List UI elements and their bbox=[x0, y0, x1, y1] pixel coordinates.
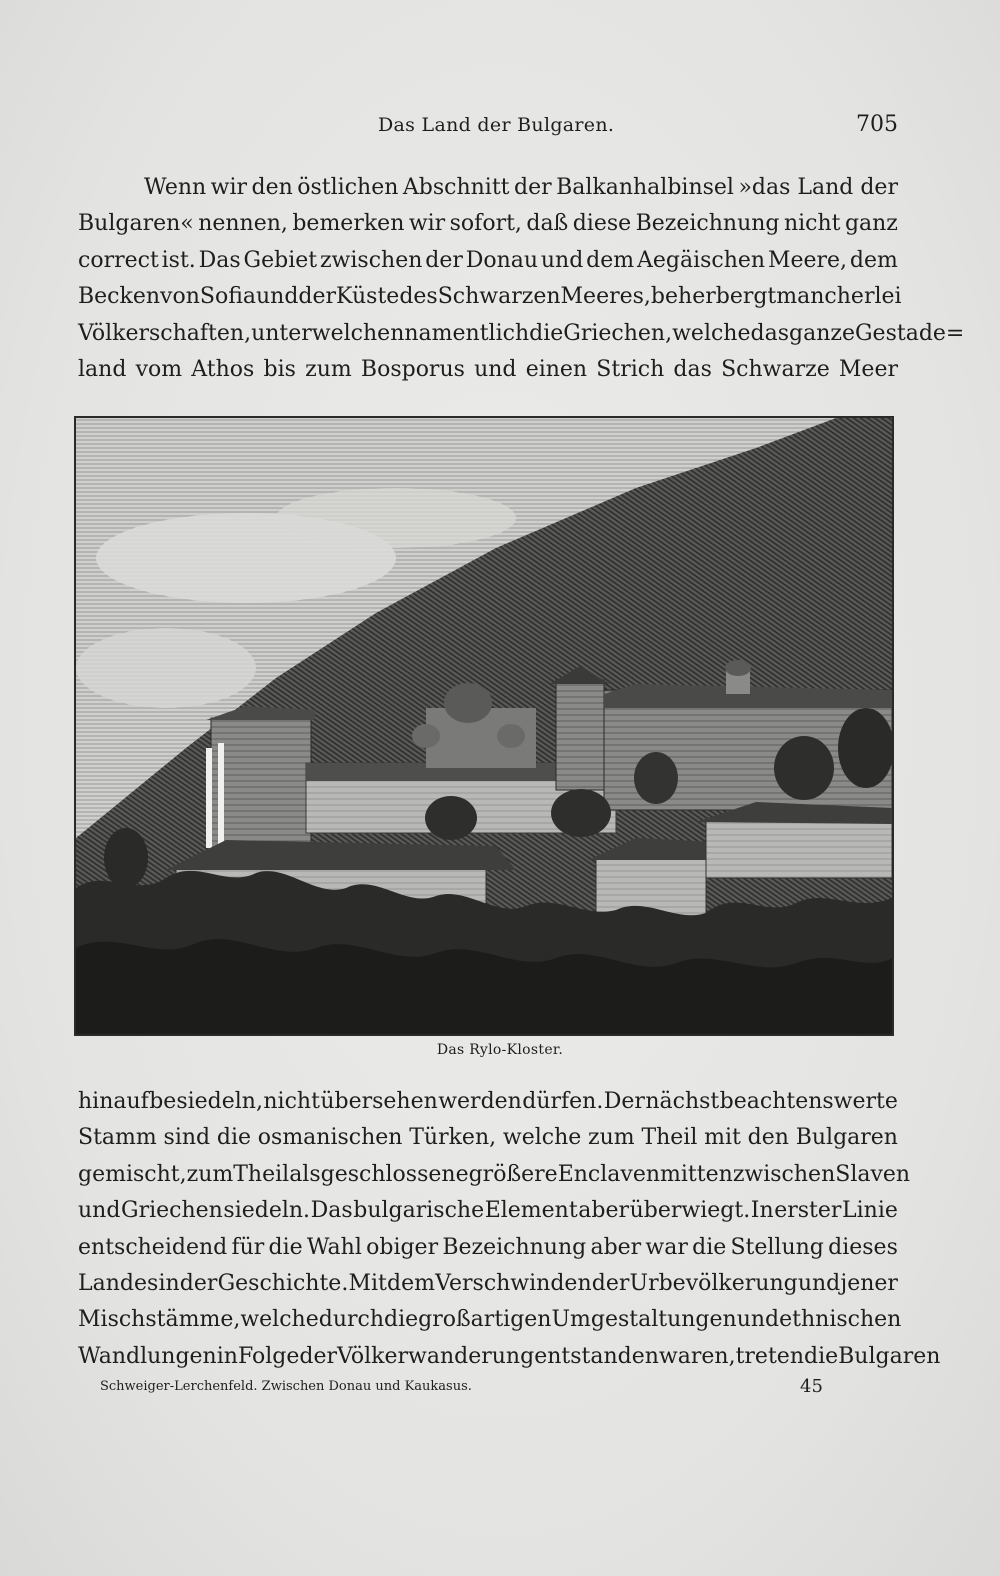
word: ethnischen bbox=[779, 1307, 902, 1333]
word: Wahl bbox=[306, 1234, 362, 1260]
word: ganz bbox=[844, 211, 898, 237]
word: Linie bbox=[842, 1198, 898, 1224]
word: osmanischen bbox=[257, 1125, 403, 1151]
word: der bbox=[425, 247, 463, 273]
word: zum bbox=[305, 356, 352, 382]
word: und bbox=[736, 1307, 780, 1333]
word: Urbevölkerung bbox=[629, 1270, 798, 1296]
tower-pillar bbox=[218, 743, 224, 853]
word: ganze bbox=[789, 320, 855, 346]
word: zum bbox=[588, 1125, 635, 1151]
word: Geschichte. bbox=[217, 1270, 349, 1296]
word: Umgestaltungen bbox=[551, 1307, 737, 1333]
word: nicht bbox=[263, 1089, 320, 1114]
right-house bbox=[706, 818, 892, 878]
word: mitten bbox=[660, 1161, 733, 1187]
word: den bbox=[251, 175, 293, 200]
word: dem bbox=[387, 1270, 435, 1296]
tree bbox=[838, 708, 892, 788]
word: die bbox=[216, 1125, 252, 1151]
word: aber bbox=[578, 1198, 630, 1224]
word: der bbox=[591, 1270, 630, 1296]
word: nächst bbox=[645, 1089, 720, 1114]
word: der bbox=[298, 284, 337, 310]
word: bemerken bbox=[292, 211, 405, 237]
word: zwischen bbox=[732, 1161, 836, 1187]
word: Mischstämme, bbox=[78, 1307, 241, 1333]
word: dieses bbox=[828, 1234, 898, 1260]
word: die bbox=[268, 1234, 303, 1260]
cupola-dome bbox=[725, 660, 751, 676]
word: gemischt, bbox=[78, 1161, 187, 1187]
text-line bbox=[78, 243, 898, 279]
word: Griechen bbox=[121, 1198, 223, 1224]
word: Der bbox=[603, 1089, 645, 1114]
word: größere bbox=[468, 1161, 558, 1187]
text-line bbox=[78, 352, 898, 388]
monastery-engraving bbox=[76, 418, 892, 1034]
word: welche bbox=[502, 1125, 582, 1151]
word: Bulgaren bbox=[795, 1125, 898, 1151]
word: Abschnitt bbox=[402, 175, 510, 200]
text-line bbox=[78, 206, 898, 242]
word: dürfen. bbox=[522, 1089, 604, 1114]
word: Schwarzen bbox=[437, 284, 561, 310]
word: für bbox=[231, 1234, 265, 1260]
word: beherbergt bbox=[650, 284, 777, 310]
word: großartigen bbox=[418, 1307, 552, 1333]
tree bbox=[774, 736, 834, 800]
word: Schwarze bbox=[721, 356, 830, 382]
running-head bbox=[78, 114, 898, 144]
text-line bbox=[78, 1339, 941, 1375]
text-line bbox=[78, 1120, 898, 1156]
word: Bezeichnung bbox=[635, 211, 780, 237]
word: dem bbox=[586, 247, 635, 273]
word: jener bbox=[840, 1270, 898, 1296]
word: den bbox=[747, 1125, 789, 1151]
word: correct bbox=[78, 247, 159, 273]
word: bulgarische bbox=[353, 1198, 485, 1224]
word: das bbox=[750, 320, 789, 346]
word: Griechen, bbox=[563, 320, 673, 346]
word: einen bbox=[525, 356, 588, 382]
word: in bbox=[158, 1270, 180, 1296]
cloud bbox=[76, 628, 256, 708]
word: von bbox=[160, 284, 200, 310]
word: Türken, bbox=[409, 1125, 497, 1151]
tree bbox=[425, 796, 477, 840]
footer-sheet-number: 45 bbox=[800, 1376, 823, 1397]
word: treten bbox=[735, 1343, 804, 1369]
word: Völkerwanderung bbox=[337, 1343, 535, 1369]
word: Meeres, bbox=[560, 284, 651, 310]
word: östlichen bbox=[297, 175, 399, 200]
word: erster bbox=[774, 1198, 842, 1224]
word: welchen bbox=[311, 320, 405, 346]
word: wir bbox=[210, 175, 248, 200]
bell-tower bbox=[556, 680, 604, 790]
word: Sofia bbox=[199, 284, 256, 310]
word: hinauf bbox=[78, 1089, 149, 1114]
word: geschlossene bbox=[320, 1161, 469, 1187]
word: unter bbox=[251, 320, 312, 346]
word: die bbox=[384, 1307, 419, 1333]
word: Das bbox=[198, 247, 241, 273]
word: und bbox=[797, 1270, 841, 1296]
word: durch bbox=[318, 1307, 384, 1333]
figure-caption: Das Rylo-Kloster. bbox=[436, 1042, 564, 1058]
word: Becken bbox=[78, 284, 161, 310]
text-line bbox=[78, 1302, 902, 1338]
word: beachtenswerte bbox=[719, 1089, 898, 1114]
word: Meere, bbox=[767, 247, 848, 273]
word: land bbox=[78, 356, 127, 382]
word: und bbox=[78, 1198, 121, 1224]
word: mancherlei bbox=[776, 284, 902, 310]
word: Donau bbox=[465, 247, 539, 273]
word: Gebiet bbox=[243, 247, 318, 273]
word: des bbox=[399, 284, 438, 310]
word: Landes bbox=[78, 1270, 159, 1296]
paragraph-bottom bbox=[78, 1084, 941, 1375]
word: Theil bbox=[641, 1125, 698, 1151]
word: und bbox=[474, 356, 517, 382]
word: Stellung bbox=[730, 1234, 824, 1260]
word: zum bbox=[186, 1161, 234, 1187]
word: und bbox=[255, 284, 299, 310]
word: In bbox=[750, 1198, 774, 1224]
word: Bosporus bbox=[360, 356, 465, 382]
word: übersehen bbox=[320, 1089, 438, 1114]
word: entstanden bbox=[534, 1343, 659, 1369]
text-line bbox=[78, 316, 965, 352]
word: nicht bbox=[783, 211, 841, 237]
word: waren, bbox=[658, 1343, 736, 1369]
word: Mit bbox=[348, 1270, 387, 1296]
text-line bbox=[78, 1230, 898, 1266]
text-line bbox=[78, 1157, 911, 1193]
word: namentlich bbox=[404, 320, 530, 346]
word: das bbox=[673, 356, 712, 382]
word: mit bbox=[704, 1125, 741, 1151]
page-number: 705 bbox=[856, 112, 898, 137]
church-dome-small bbox=[497, 724, 525, 748]
word: Völkerschaften, bbox=[78, 320, 252, 346]
tree bbox=[634, 752, 678, 804]
church-dome bbox=[444, 683, 492, 723]
word: aber bbox=[590, 1234, 642, 1260]
word: wir bbox=[408, 211, 446, 237]
word: war bbox=[645, 1234, 688, 1260]
running-title: Das Land der Bulgaren. bbox=[378, 114, 615, 136]
word: der bbox=[299, 1343, 338, 1369]
word: als bbox=[289, 1161, 321, 1187]
text-line bbox=[78, 279, 902, 315]
word: Theil bbox=[233, 1161, 290, 1187]
word: bis bbox=[263, 356, 296, 382]
word: Bezeichnung bbox=[442, 1234, 587, 1260]
word: daß bbox=[526, 211, 569, 237]
tower-pillar bbox=[206, 748, 212, 848]
word: Das bbox=[310, 1198, 353, 1224]
tree bbox=[104, 828, 148, 888]
word: diese bbox=[572, 211, 632, 237]
word: dem bbox=[849, 247, 898, 273]
word: Slaven bbox=[835, 1161, 911, 1187]
text-line bbox=[78, 1084, 898, 1120]
word: Bulgaren« bbox=[78, 211, 194, 237]
cloud bbox=[276, 488, 516, 548]
word: Wenn bbox=[144, 175, 207, 200]
church-dome-small bbox=[412, 724, 440, 748]
word: welche bbox=[240, 1307, 319, 1333]
word: entscheidend bbox=[78, 1234, 228, 1260]
word: sofort, bbox=[449, 211, 522, 237]
word: ist. bbox=[161, 247, 196, 273]
word: obiger bbox=[366, 1234, 439, 1260]
word: Gestade= bbox=[854, 320, 965, 346]
word: welche bbox=[672, 320, 751, 346]
word: »das Land der bbox=[738, 175, 898, 200]
word: Wandlungen bbox=[78, 1343, 217, 1369]
word: und bbox=[540, 247, 584, 273]
tree bbox=[551, 789, 611, 837]
word: Folge bbox=[237, 1343, 300, 1369]
paragraph-top bbox=[78, 170, 965, 388]
engraving-illustration bbox=[74, 416, 894, 1036]
footer-author-line: Schweiger-Lerchenfeld. Zwischen Donau und Kaukasus. bbox=[100, 1379, 472, 1394]
word: Balkanhalbinsel bbox=[556, 175, 734, 200]
word: vom bbox=[135, 356, 183, 382]
word: besiedeln, bbox=[149, 1089, 263, 1114]
word: Strich bbox=[596, 356, 665, 382]
word: sind bbox=[163, 1125, 211, 1151]
word: zwischen bbox=[319, 247, 423, 273]
word: der bbox=[179, 1270, 218, 1296]
page-footer bbox=[100, 1376, 860, 1400]
word: Stamm bbox=[78, 1125, 157, 1151]
word: überwiegt. bbox=[629, 1198, 751, 1224]
word: werden bbox=[438, 1089, 522, 1114]
word: die bbox=[803, 1343, 839, 1369]
word: Küste bbox=[336, 284, 400, 310]
word: die bbox=[692, 1234, 727, 1260]
text-line bbox=[78, 1193, 898, 1229]
word: Meer bbox=[838, 356, 898, 382]
word: der bbox=[513, 175, 552, 200]
word: Enclaven bbox=[557, 1161, 661, 1187]
text-line bbox=[78, 1266, 898, 1302]
word: nennen, bbox=[198, 211, 288, 237]
word: Verschwinden bbox=[435, 1270, 592, 1296]
word: siedeln. bbox=[223, 1198, 311, 1224]
word: in bbox=[216, 1343, 238, 1369]
word: Aegäischen bbox=[636, 247, 766, 273]
word: die bbox=[529, 320, 564, 346]
word: Bulgaren bbox=[838, 1343, 941, 1369]
text-line bbox=[78, 170, 898, 206]
word: Element bbox=[484, 1198, 578, 1224]
word: Athos bbox=[191, 356, 255, 382]
